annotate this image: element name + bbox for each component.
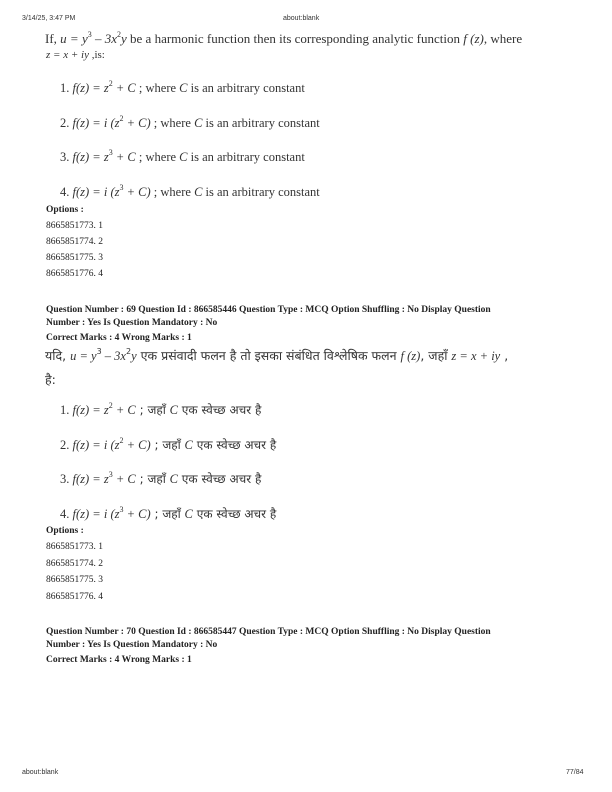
option-math: C [169, 403, 178, 417]
exponent: 3 [119, 505, 124, 514]
option-math: = i (z [89, 507, 120, 521]
option-number: 2. [60, 116, 73, 130]
q70-meta-line1: Question Number : 70 Question Id : 866585447 Question Type : MCQ Option Shuffling : No Display Question [46, 627, 491, 637]
option-id: 8665851773. 1 [46, 221, 103, 231]
exponent: 2 [125, 347, 132, 356]
stem-math: – 3x [91, 31, 117, 46]
answer-option-2 [60, 116, 320, 131]
option-math: C [184, 507, 193, 521]
option-id: 8665851775. 3 [46, 575, 103, 585]
option-math: C [179, 150, 188, 164]
answer-option-4 [60, 185, 320, 200]
option-text: एक स्वेच्छ अचर है [192, 507, 277, 521]
option-text: एक स्वेच्छ अचर है [177, 472, 262, 486]
option-math: = i (z [89, 438, 120, 452]
stem-math: u = y [70, 349, 97, 363]
option-math: = z [89, 150, 109, 164]
option-id: 8665851774. 2 [46, 237, 103, 247]
option-text: ; जहाँ [135, 472, 170, 486]
option-id: 8665851776. 4 [46, 269, 103, 279]
option-math: f(z) [72, 438, 90, 452]
answer-option-2 [60, 436, 276, 453]
exponent: 2 [117, 30, 121, 39]
exponent: 2 [108, 401, 113, 410]
stem-math: z = x + iy [451, 349, 501, 363]
print-url: about:blank [283, 15, 320, 22]
stem-text: If, [45, 31, 61, 46]
option-math: f(z) [72, 185, 90, 199]
option-text: ; where [135, 150, 180, 164]
option-math: f(z) [72, 116, 90, 130]
q69-marks: Correct Marks : 4 Wrong Marks : 1 [46, 333, 192, 343]
exponent: 2 [119, 436, 124, 445]
stem-math: y [121, 31, 127, 46]
exponent: 2 [108, 79, 113, 88]
option-text: is an arbitrary constant [187, 150, 305, 164]
q70-marks: Correct Marks : 4 Wrong Marks : 1 [46, 655, 192, 665]
option-text: is an arbitrary constant [202, 185, 320, 199]
q68-stem-line2 [46, 49, 105, 61]
option-math: + C [112, 403, 136, 417]
exponent: 3 [87, 30, 92, 39]
stem-math: f (z) [463, 31, 484, 46]
option-math: + C) [123, 116, 151, 130]
option-text: ; where [150, 116, 195, 130]
option-math: + C) [123, 185, 151, 199]
option-id: 8665851775. 3 [46, 253, 103, 263]
stem-text: ,is: [88, 49, 105, 61]
stem-text: यदि, [45, 348, 71, 363]
exponent: 3 [96, 347, 102, 356]
option-text: एक स्वेच्छ अचर है [192, 438, 277, 452]
option-math: = z [89, 472, 109, 486]
option-number: 1. [60, 403, 73, 417]
option-number: 4. [60, 507, 73, 521]
options-label: Options : [46, 526, 84, 536]
option-math: + C) [123, 438, 151, 452]
option-number: 4. [60, 185, 73, 199]
option-text: एक स्वेच्छ अचर है [177, 403, 262, 417]
q70-meta-line2: Number : Yes Is Question Mandatory : No [46, 640, 218, 650]
answer-option-1 [60, 401, 261, 418]
option-math: f(z) [72, 403, 90, 417]
option-number: 2. [60, 438, 73, 452]
stem-text: एक प्रसंवादी फलन है तो इसका संबंधित विश्लेषिक फलन [136, 348, 401, 363]
option-text: ; जहाँ [150, 438, 185, 452]
q68-stem [45, 31, 522, 47]
stem-text: be a harmonic function then its corresponding analytic function [126, 31, 464, 46]
footer-page-number: 77/84 [566, 769, 584, 776]
answer-option-3 [60, 470, 261, 487]
option-math: C [194, 116, 203, 130]
option-math: f(z) [72, 472, 90, 486]
stem-math: y [131, 349, 137, 363]
option-math: = z [89, 81, 109, 95]
answer-option-1 [60, 81, 305, 96]
q69-stem [45, 347, 508, 364]
option-text: is an arbitrary constant [187, 81, 305, 95]
exponent: 2 [119, 114, 124, 123]
option-math: C [194, 185, 203, 199]
option-math: + C [112, 81, 136, 95]
option-text: ; where [135, 81, 180, 95]
stem-text: , where [483, 31, 523, 46]
stem-math: z = x + iy [46, 49, 89, 61]
option-math: + C [112, 150, 136, 164]
option-id: 8665851774. 2 [46, 559, 103, 569]
option-math: f(z) [72, 81, 90, 95]
option-math: C [179, 81, 188, 95]
option-number: 1. [60, 81, 73, 95]
stem-math: u = y [60, 31, 88, 46]
option-text: ; जहाँ [135, 403, 170, 417]
option-math: f(z) [72, 150, 90, 164]
answer-option-4 [60, 505, 276, 522]
exponent: 3 [119, 183, 124, 192]
option-text: ; where [150, 185, 195, 199]
exponent: 3 [108, 470, 113, 479]
stem-text: , [500, 348, 509, 363]
option-math: = i (z [89, 116, 120, 130]
q69-meta-line2: Number : Yes Is Question Mandatory : No [46, 318, 218, 328]
option-id: 8665851776. 4 [46, 592, 103, 602]
option-math: f(z) [72, 507, 90, 521]
q69-stem-line2: है: [45, 372, 56, 387]
exponent: 3 [108, 148, 113, 157]
option-math: C [184, 438, 193, 452]
option-math: + C [112, 472, 136, 486]
footer-url: about:blank [22, 769, 59, 776]
q69-meta-line1: Question Number : 69 Question Id : 866585446 Question Type : MCQ Option Shuffling : No Display Question [46, 305, 491, 315]
option-math: = i (z [89, 185, 120, 199]
option-math: = z [89, 403, 109, 417]
option-id: 8665851773. 1 [46, 542, 103, 552]
option-math: C [169, 472, 178, 486]
stem-text: , जहाँ [420, 348, 452, 363]
stem-math: f (z) [400, 349, 421, 363]
option-text: is an arbitrary constant [202, 116, 320, 130]
option-math: + C) [123, 507, 151, 521]
option-number: 3. [60, 150, 73, 164]
option-text: ; जहाँ [150, 507, 185, 521]
options-label: Options : [46, 205, 84, 215]
stem-math: – 3x [101, 349, 126, 363]
answer-option-3 [60, 150, 305, 165]
option-number: 3. [60, 472, 73, 486]
print-datetime: 3/14/25, 3:47 PM [22, 15, 76, 22]
